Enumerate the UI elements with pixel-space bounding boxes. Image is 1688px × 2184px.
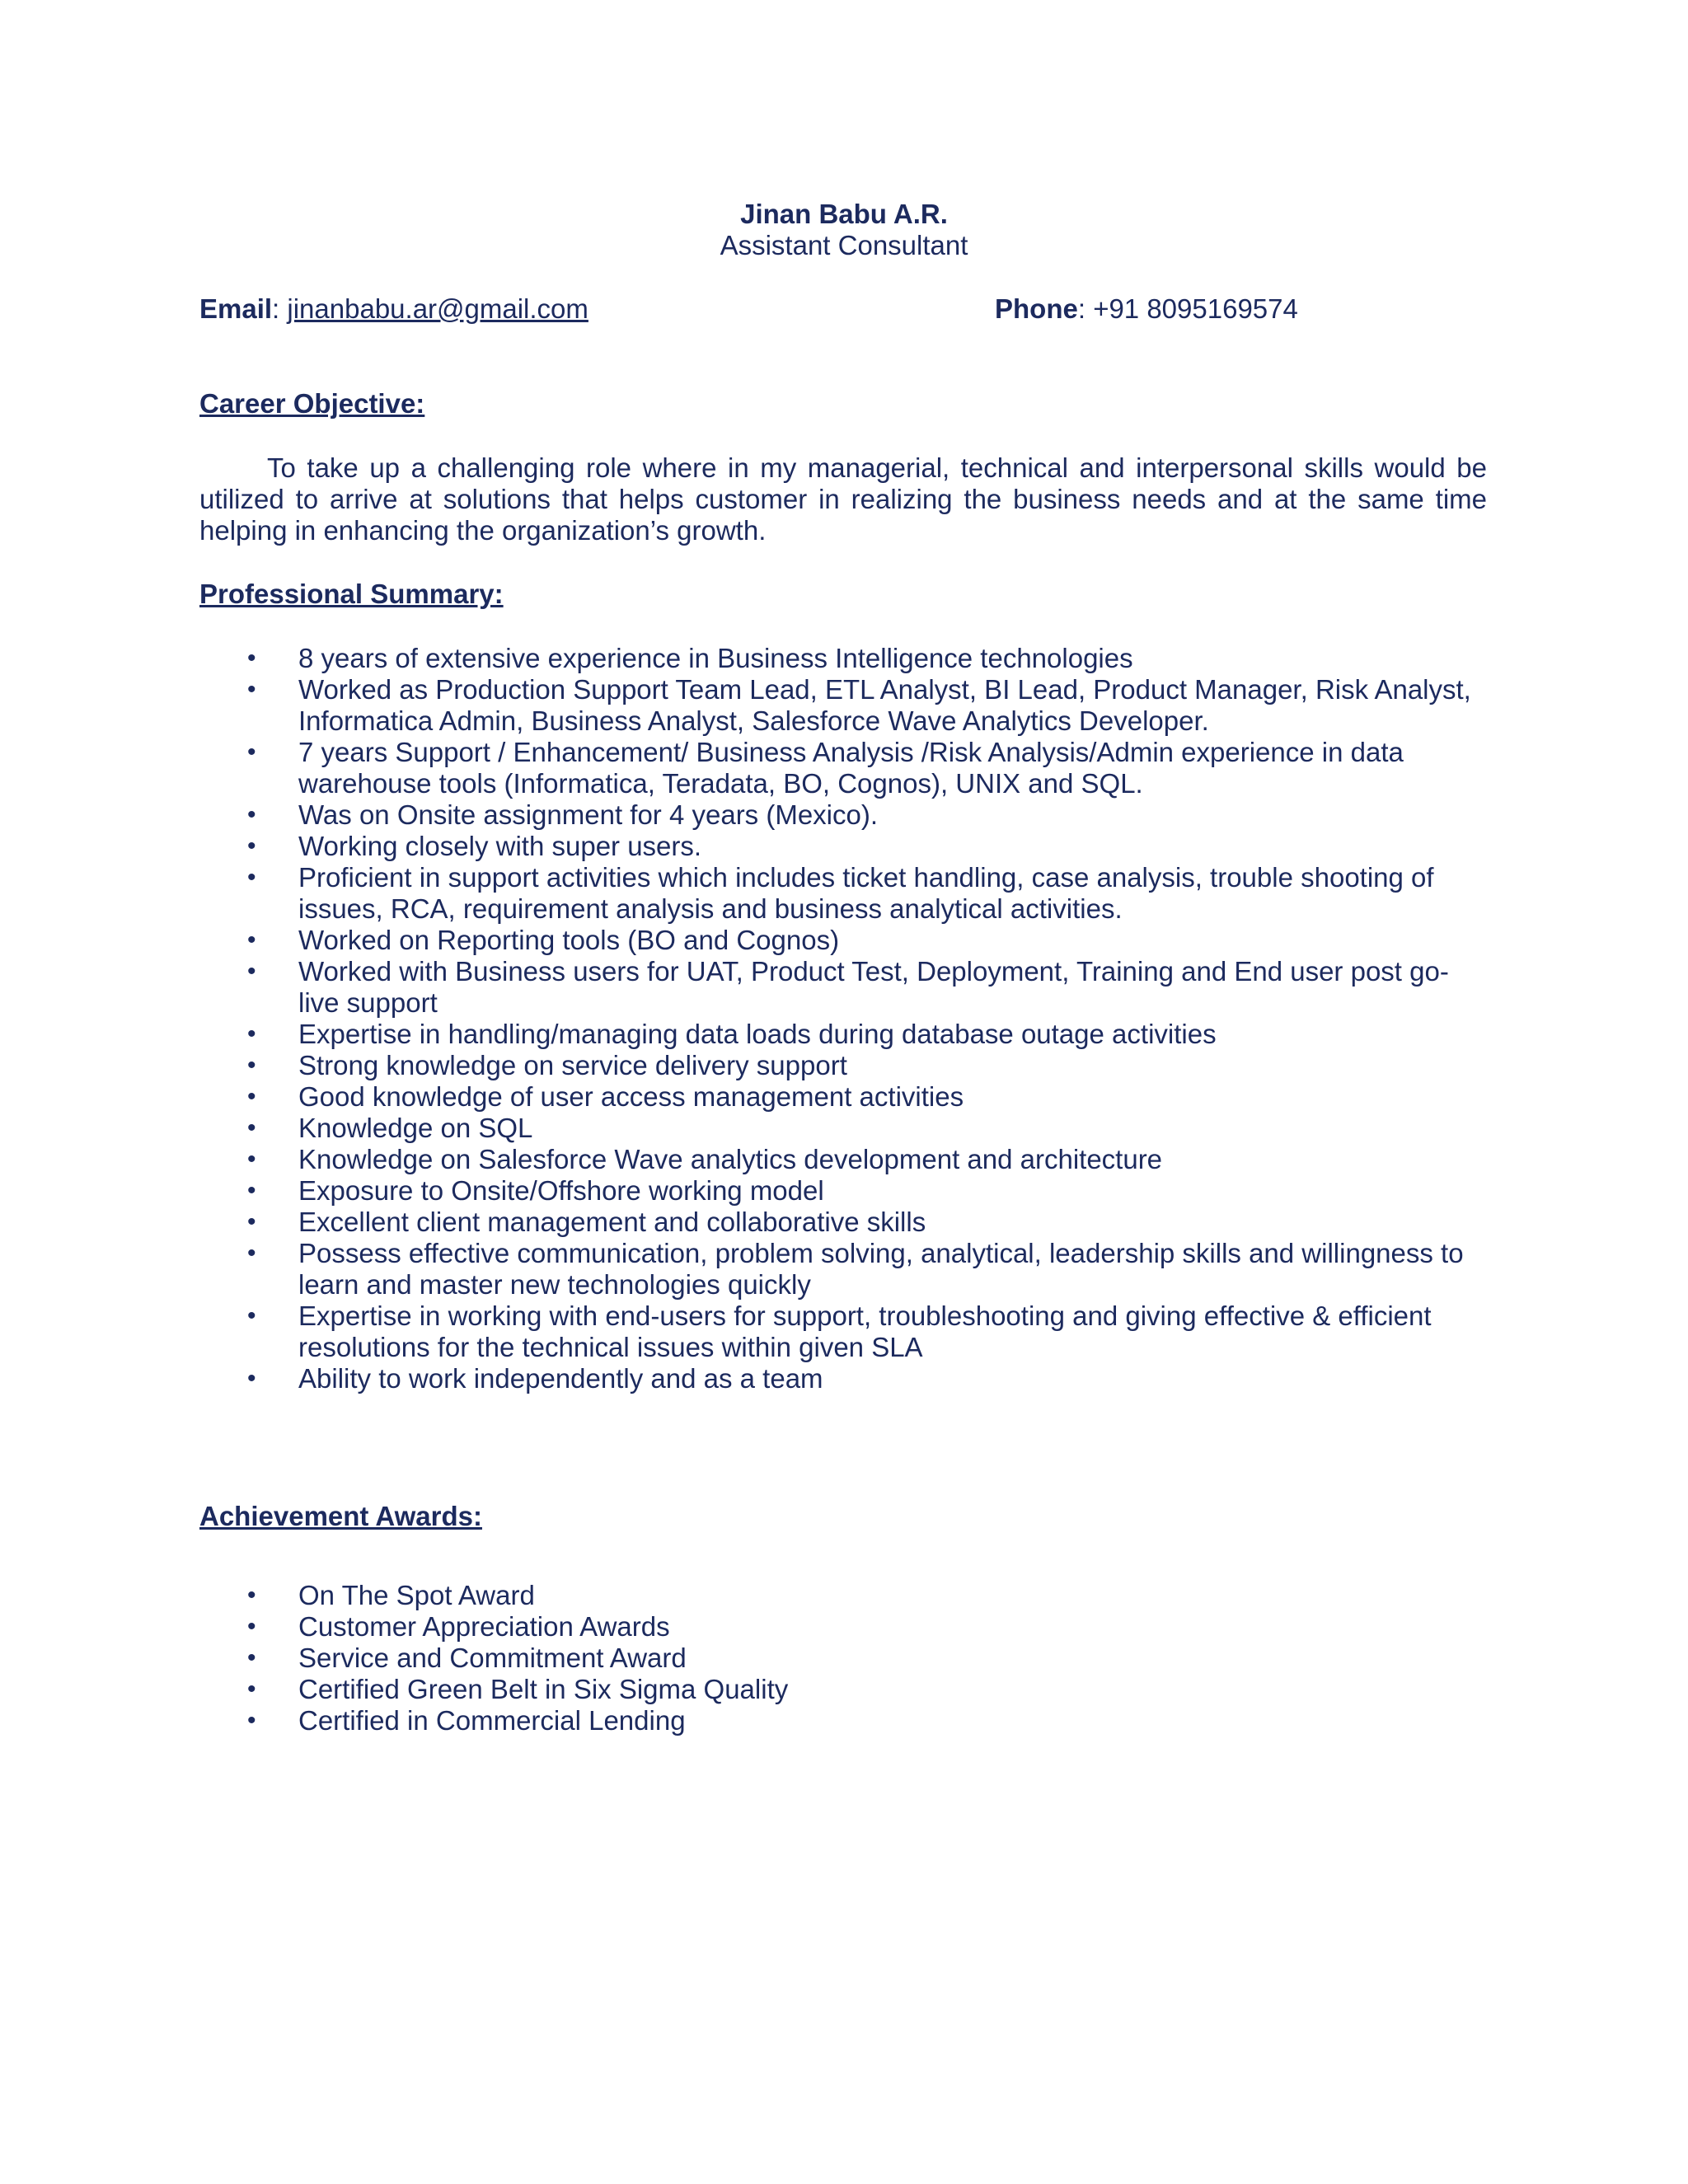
summary-item-text: Ability to work independently and as a team xyxy=(298,1363,823,1394)
bullet-icon: • xyxy=(247,864,256,891)
bullet-icon: • xyxy=(247,676,256,703)
summary-item xyxy=(199,1238,1487,1301)
summary-item xyxy=(199,1050,1487,1081)
summary-item xyxy=(199,799,1487,831)
bullet-icon: • xyxy=(247,1146,256,1173)
award-item xyxy=(199,1611,1487,1643)
summary-item-text: Worked with Business users for UAT, Product Test, Deployment, Training and End user post go-live support xyxy=(298,956,1449,1018)
bullet-icon: • xyxy=(247,1114,256,1141)
professional-summary-heading: Professional Summary: xyxy=(199,579,504,609)
summary-item-text: Strong knowledge on service delivery support xyxy=(298,1050,847,1080)
phone-separator: : xyxy=(1077,293,1094,324)
summary-item xyxy=(199,1207,1487,1238)
summary-item-text: Possess effective communication, problem solving, analytical, leadership skills and willingness to learn and master new technologies quickly xyxy=(298,1238,1464,1300)
summary-item xyxy=(199,1144,1487,1175)
bullet-icon: • xyxy=(247,1302,256,1329)
bullet-icon: • xyxy=(247,1644,256,1671)
award-item-text: Certified Green Belt in Six Sigma Quality xyxy=(298,1674,789,1704)
summary-item xyxy=(199,1113,1487,1144)
professional-summary-list xyxy=(199,643,1487,1394)
phone-number: +91 8095169574 xyxy=(1093,293,1298,324)
bullet-icon: • xyxy=(247,738,256,766)
summary-item xyxy=(199,1301,1487,1363)
career-objective-heading: Career Objective: xyxy=(199,388,425,419)
achievement-awards-heading: Achievement Awards: xyxy=(199,1501,482,1531)
summary-item xyxy=(199,956,1487,1019)
email-link[interactable]: jinanbabu.ar@gmail.com xyxy=(287,293,588,324)
email-label: Email xyxy=(199,293,273,324)
summary-item-text: Expertise in handling/managing data loads during database outage activities xyxy=(298,1019,1217,1049)
summary-item-text: Exposure to Onsite/Offshore working model xyxy=(298,1175,824,1206)
award-item-text: On The Spot Award xyxy=(298,1580,535,1610)
candidate-name: Jinan Babu A.R. xyxy=(740,199,948,229)
summary-item-text: Good knowledge of user access management activities xyxy=(298,1081,964,1112)
summary-item xyxy=(199,674,1487,737)
bullet-icon: • xyxy=(247,1020,256,1047)
summary-item xyxy=(199,925,1487,956)
bullet-icon: • xyxy=(247,1613,256,1640)
summary-item xyxy=(199,643,1487,674)
award-item xyxy=(199,1643,1487,1674)
bullet-icon: • xyxy=(247,958,256,985)
bullet-icon: • xyxy=(247,644,256,672)
summary-item xyxy=(199,1081,1487,1113)
candidate-title: Assistant Consultant xyxy=(720,230,968,260)
bullet-icon: • xyxy=(247,1083,256,1110)
award-item-text: Certified in Commercial Lending xyxy=(298,1705,686,1736)
phone-label: Phone xyxy=(995,293,1078,324)
summary-item xyxy=(199,1175,1487,1207)
award-item-text: Customer Appreciation Awards xyxy=(298,1611,670,1642)
email-separator: : xyxy=(272,293,288,324)
bullet-icon: • xyxy=(247,1675,256,1703)
summary-item-text: Worked on Reporting tools (BO and Cognos) xyxy=(298,925,840,955)
summary-item xyxy=(199,1019,1487,1050)
summary-item xyxy=(199,862,1487,925)
bullet-icon: • xyxy=(247,1208,256,1235)
summary-item xyxy=(199,831,1487,862)
award-item xyxy=(199,1580,1487,1611)
bullet-icon: • xyxy=(247,1240,256,1267)
summary-item-text: Knowledge on Salesforce Wave analytics development and architecture xyxy=(298,1144,1163,1174)
bullet-icon: • xyxy=(247,1052,256,1079)
phone-row xyxy=(995,293,1298,326)
summary-item-text: Was on Onsite assignment for 4 years (Mexico). xyxy=(298,799,879,830)
email-row xyxy=(199,293,588,326)
summary-item xyxy=(199,737,1487,799)
summary-item-text: Worked as Production Support Team Lead, ETL Analyst, BI Lead, Product Manager, Risk Analyst, Informatica Admin, Business Analyst, Salesforce Wave Analytics Developer. xyxy=(298,674,1471,736)
bullet-icon: • xyxy=(247,1177,256,1204)
bullet-icon: • xyxy=(247,1365,256,1392)
bullet-icon: • xyxy=(247,832,256,860)
summary-item-text: Knowledge on SQL xyxy=(298,1113,533,1143)
summary-item-text: Excellent client management and collaborative skills xyxy=(298,1207,926,1237)
summary-item-text: 7 years Support / Enhancement/ Business Analysis /Risk Analysis/Admin experience in data warehouse tools (Informatica, Teradata, BO, Cognos), UNIX and SQL. xyxy=(298,737,1404,799)
award-item xyxy=(199,1705,1487,1736)
bullet-icon: • xyxy=(247,1582,256,1609)
bullet-icon: • xyxy=(247,926,256,954)
award-item-text: Service and Commitment Award xyxy=(298,1643,687,1673)
summary-item-text: 8 years of extensive experience in Business Intelligence technologies xyxy=(298,643,1133,673)
summary-item-text: Expertise in working with end-users for support, troubleshooting and giving effective & efficient resolutions for the technical issues within given SLA xyxy=(298,1301,1432,1362)
career-objective-text: To take up a challenging role where in my managerial, technical and interpersonal skills would be utilized to arrive at solutions that helps customer in realizing the business needs and at the same time helping in enhancing the organization’s growth. xyxy=(199,452,1487,546)
summary-item-text: Proficient in support activities which includes ticket handling, case analysis, trouble shooting of issues, RCA, requirement analysis and business analytical activities. xyxy=(298,862,1434,924)
summary-item xyxy=(199,1363,1487,1394)
bullet-icon: • xyxy=(247,1707,256,1734)
summary-item-text: Working closely with super users. xyxy=(298,831,702,861)
achievement-awards-list xyxy=(199,1580,1487,1736)
bullet-icon: • xyxy=(247,801,256,828)
award-item xyxy=(199,1674,1487,1705)
